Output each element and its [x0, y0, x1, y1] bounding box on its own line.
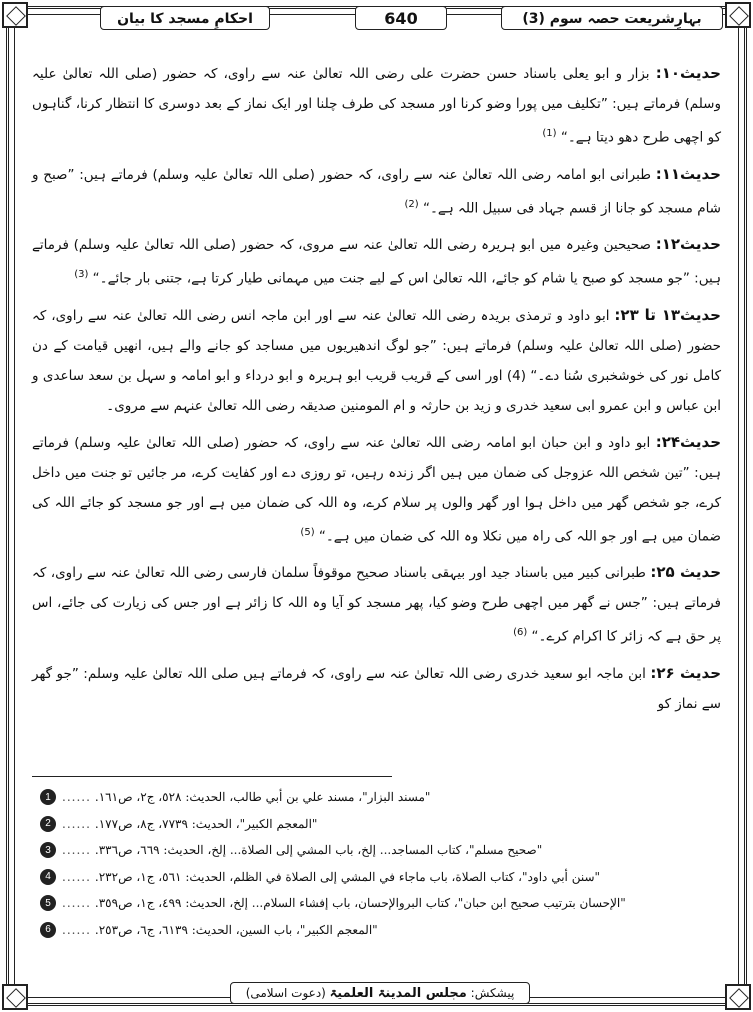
- footnote-text: "مسند البزار"، مسند علي بن أبي طالب، الحديث: ٥٢٨، ج٢، ص١٦١.: [94, 790, 431, 805]
- hadith-text: ابو داود و ترمذی بریدہ رضی اللہ تعالیٰ عنہ سے اور ابن ماجہ انس رضی اللہ تعالیٰ عنہ سے راوی، کہ حضور (صلی اللہ تعالیٰ علیہ وسلم) فرماتے ہیں: ”جو لوگ اندھیریوں میں مساجد کو جانے والے ہیں، انھیں قیامت کے دن کامل نور کی خوشخبری سُنا دے۔“ (4) اور اسی کے قریب قریب ابو ہریرہ و ابو درداء و ابو امامہ و سہل بن سعد ساعدی و ابن عباس و ابن عمرو ابی سعید خدری و زید بن حارثہ و ام المومنین صدیقہ رضی اللہ تعالیٰ عنہم سے مروی۔: [32, 307, 721, 414]
- footnote-ref: (6): [513, 627, 528, 638]
- footnote-leader: ......: [62, 790, 91, 805]
- footnote-ref: (5): [300, 526, 315, 538]
- footnote-text: "سنن أبي داود"، كتاب الصلاة، باب ماجاء في المشي إلى الصلاة في الظلم، الحديث: ٥٦١، ج١، ص٢٣٢.: [94, 869, 601, 884]
- hadith-text: طبرانی ابو امامہ رضی اللہ تعالیٰ عنہ سے راوی، کہ حضور (صلی اللہ تعالیٰ علیہ وسلم) فرماتے ہیں: ”صبح و شام مسجد کو جانا از قسم جہاد فی سبیل اللہ ہے۔“: [32, 166, 721, 216]
- footnote-item: [40, 864, 719, 891]
- footnote-number: 2: [40, 816, 56, 832]
- book-title: بہارِشریعت حصہ سوم (3): [501, 6, 723, 30]
- main-text: [32, 58, 721, 725]
- hadith-text: طبرانی کبیر میں باسناد جید اور بیہقی باسناد صحیح موقوفاً سلمان فارسی رضی اللہ تعالیٰ عنہ سے راوی، کہ فرماتے ہیں: ”جس نے گھر میں اچھی طرح وضو کیا، پھر مسجد کو آیا وہ اللہ کا زائر ہے اور جس کی زیارت کی جائے، اس پر حق ہے کہ زائر کا اکرام کرے۔“: [32, 565, 721, 645]
- corner-ornament-icon: [725, 2, 751, 28]
- hadith-text: صحیحین وغیرہ میں ابو ہریرہ رضی اللہ تعالیٰ عنہ سے مروی، کہ حضور (صلی اللہ تعالیٰ علیہ وسلم) فرماتے ہیں: ”جو مسجد کو صبح یا شام کو جائے، اللہ تعالیٰ اس کے لیے جنت میں مہمانی طیار کرتا ہے، جتنی بار جائے۔“: [32, 237, 721, 287]
- hadith-label: حدیث ۲۵:: [650, 563, 722, 581]
- footnote-text: "صحيح مسلم"، كتاب المساجد... إلخ، باب المشي إلى الصلاة... إلخ، الحديث: ٦٦٩، ص٣٣٦.: [94, 843, 543, 858]
- corner-ornament-icon: [725, 984, 751, 1010]
- footnote-leader: ......: [62, 843, 91, 858]
- footnote-text: "الإحسان بترتيب صحيح ابن حبان"، كتاب البروالإحسان، باب إفشاء السلام... إلخ، الحديث: ٤٩٩، ج١، ص٣٥٩.: [94, 896, 626, 911]
- footnote-item: [40, 917, 719, 944]
- footnote-number: 6: [40, 922, 56, 938]
- footnote-ref: (2): [404, 198, 419, 210]
- chapter-title: احکامِ مسجد کا بیان: [100, 6, 270, 30]
- hadith-text: بزار و ابو یعلی باسناد حسن حضرت علی رضی اللہ تعالیٰ عنہ سے راوی، کہ حضور (صلی اللہ تعالیٰ علیہ وسلم) فرماتے ہیں: ”تکلیف میں پورا وضو کرنا اور مسجد کی طرف چلنا اور ایک نماز کے بعد دوسری کا انتظار کرنا، گناہوں کو اچھی طرح دھو دیتا ہے۔“: [32, 66, 721, 146]
- page-header: [100, 6, 723, 32]
- hadith-paragraph: [32, 58, 721, 153]
- footnote-leader: ......: [62, 896, 91, 911]
- hadith-paragraph: [32, 658, 721, 719]
- footnote-item: [40, 784, 719, 811]
- hadith-paragraph: [32, 427, 721, 552]
- publisher-name: مجلس المدینۃ العلمیۃ: [329, 986, 467, 1001]
- footnote-item: [40, 811, 719, 838]
- footnote-text: "المعجم الكبير"، الحديث: ٧٧٣٩، ج٨، ص١٧٧.: [94, 816, 318, 831]
- footnote-leader: ......: [62, 922, 91, 937]
- corner-ornament-icon: [2, 2, 28, 28]
- footnote-leader: ......: [62, 816, 91, 831]
- hadith-paragraph: [32, 159, 721, 224]
- footnote-ref: (3): [74, 269, 89, 280]
- hadith-paragraph: [32, 229, 721, 294]
- footnote-item: [40, 890, 719, 917]
- footnote-number: 4: [40, 869, 56, 885]
- corner-ornament-icon: [2, 984, 28, 1010]
- footnote-ref: (1): [542, 128, 557, 139]
- hadith-label: حدیث۱۰:: [655, 64, 721, 82]
- footnote-number: 1: [40, 789, 56, 805]
- footnote-divider: [32, 776, 392, 777]
- hadith-text: ابن ماجہ ابو سعید خدری رضی اللہ تعالیٰ عنہ سے راوی، کہ فرماتے ہیں صلی اللہ تعالیٰ علیہ وسلم: ”جو گھر سے نماز کو: [32, 665, 721, 712]
- hadith-label: حدیث۲۴:: [655, 432, 722, 451]
- hadith-label: حدیث۱۱:: [655, 164, 721, 183]
- footnote-text: "المعجم الكبير"، باب السين، الحديث: ٦١٣٩، ج٦، ص٢٥٣.: [94, 922, 378, 937]
- hadith-label: حدیث۱۳ تا ۲۳:: [614, 305, 721, 324]
- footer-suffix: (دعوت اسلامی): [245, 986, 326, 1000]
- footnote-number: 5: [40, 895, 56, 911]
- hadith-label: حدیث ۲۶:: [650, 663, 722, 682]
- footnotes: [40, 784, 719, 943]
- footnote-number: 3: [40, 842, 56, 858]
- page-number: 640: [355, 6, 447, 30]
- hadith-label: حدیث۱۲:: [655, 235, 721, 253]
- hadith-paragraph: [32, 557, 721, 652]
- publisher-footer: [230, 982, 530, 1004]
- footer-prefix: پیشکش:: [470, 986, 515, 1000]
- hadith-text: ابو داود و ابن حبان ابو امامہ رضی اللہ تعالیٰ عنہ سے راوی، کہ حضور (صلی اللہ تعالیٰ علیہ وسلم) فرماتے ہیں: ”تین شخص اللہ عزوجل کی ضمان میں ہیں اگر زندہ رہیں، تو روزی دے اور کفایت کرے، مر جائیں تو جنت میں داخل کرے، جو شخص گھر میں داخل ہوا اور گھر والوں پر سلام کرے، وہ اللہ کی ضمان میں ہے اور جو مسجد کو جائے اللہ کی ضمان میں ہے اور جو اللہ کی راہ میں نکلا وہ اللہ کی ضمان میں ہے۔“: [32, 434, 721, 544]
- hadith-paragraph: [32, 300, 721, 421]
- footnote-leader: ......: [62, 869, 91, 884]
- footnote-item: [40, 837, 719, 864]
